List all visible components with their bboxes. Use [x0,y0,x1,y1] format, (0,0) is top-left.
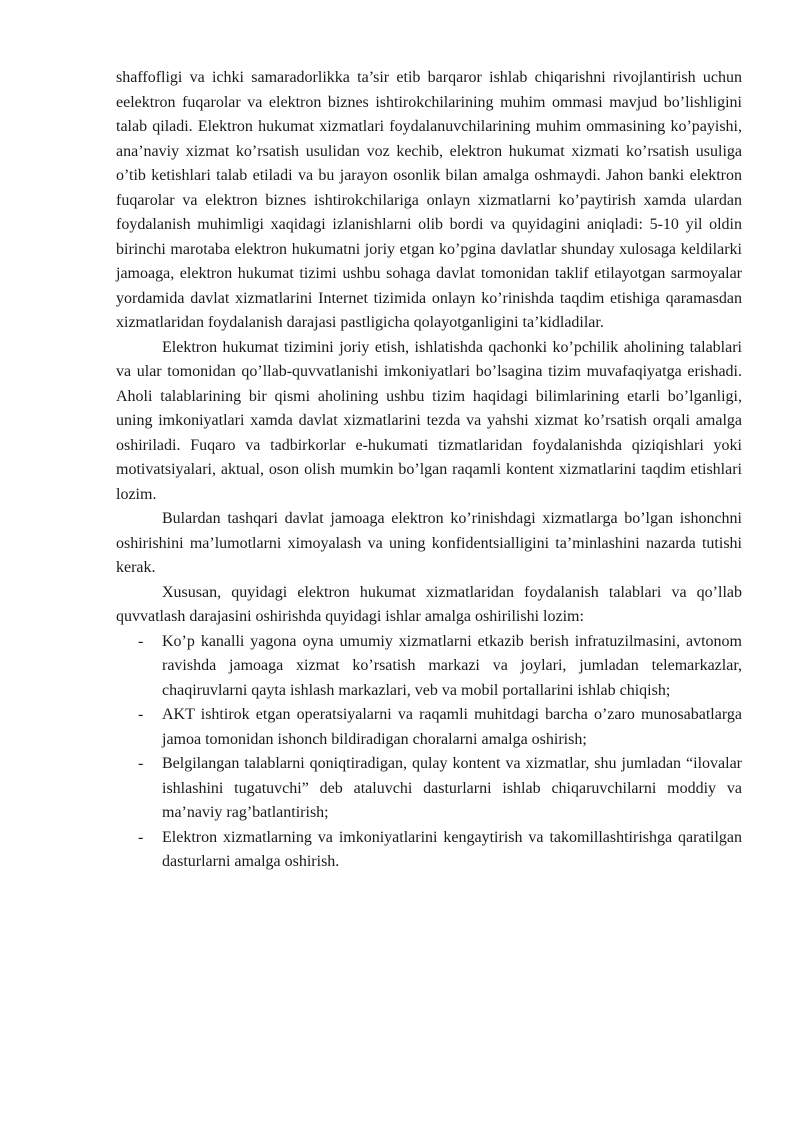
paragraph-continuation: shaffofligi va ichki samaradorlikka ta’sir etib barqaror ishlab chiqarishni rivojlantirish uchun eelektron fuqarolar va elektron biznes ishtirokchilarining muhim ommasi mavjud bo’lishligini talab qiladi. Elektron hukumat xizmatlari foydalanuvchilarining muhim ommasining ko’payishi, ana’naviy xizmat ko’rsatish usulidan voz kechib, elektron hukumat xizmati ko’rsatish usuliga o’tib ketishlari talab etiladi va bu jarayon osonlik bilan amalga oshmaydi. Jahon banki elektron fuqarolar va elektron biznes ishtirokchilariga onlayn xizmatlarni ko’paytirish xamda ulardan foydalanish muhimligi xaqidagi izlanishlarni olib bordi va quyidagini aniqladi: 5-10 yil oldin birinchi marotaba elektron hukumatni joriy etgan ko’pgina davlatlar shunday xulosaga keldilarki jamoaga, elektron hukumat tizimi ushbu sohaga davlat tomonidan taklif etilayotgan sarmoyalar yordamida davlat xizmatlarini Internet tizimida onlayn ko’rinishda taqdim etishiga qaramasdan xizmatlaridan foydalanish darajasi pastligicha qolayotganligini ta’kidladilar. [116,69,742,331]
list-dash: - [138,706,144,723]
list-item-text: Ko’p kanalli yagona oyna umumiy xizmatlarni etkazib berish infratuzilmasini, avtonom ravishda jamoaga xizmat ko’rsatish markazi va joylari, jumladan telemarkazlar, chaqiruvlarni qayta ishlash markazlari, veb va mobil portallarini ishlab chiqish; [162,632,742,699]
list-item [116,752,742,826]
paragraph-list-intro: Xususan, quyidagi elektron hukumat xizmatlaridan foydalanish talablari va qo’llab quvvatlash darajasini oshirishda quyidagi ishlar amalga oshirilishi lozim: [116,583,742,625]
list-item [116,703,742,752]
list-item-text: AKT ishtirok etgan operatsiyalarni va raqamli muhitdagi barcha o’zaro munosabatlarga jamoa tomonidan ishonch bildiradigan choralarni amalga oshirish; [162,706,742,748]
list-dash: - [138,632,144,650]
paragraph-trust: Bulardan tashqari davlat jamoaga elektron ko’rinishdagi xizmatlarga bo’lgan ishonchni oshirishini ma’lumotlarni ximoyalash va uning konfidentsialligini ta’minlashini nazarda tutishi kerak. [116,510,742,576]
paragraph-egovernment-requirements: Elektron hukumat tizimini joriy etish, ishlatishda qachonki ko’pchilik aholining talablari va ular tomonidan qo’llab-quvvatlanishi imkoniyatlari bo’lsagina tizim muvafaqiyatga erishadi. Aholi talablarining bir qismi aholining ushbu tizim haqidagi bilimlarining etarli bo’lganligi, uning imkoniyatlari xamda davlat xizmatlarini tezda va yahshi xizmat ko’rsatish orqali amalga oshiriladi. Fuqaro va tadbirkorlar e-hukumati tizmatlaridan foydalanishda qiziqishlari yoki motivatsiyalari, aktual, oson olish mumkin bo’lgan raqamli kontent xizmatlarini taqdim etishlari lozim. [116,338,742,503]
list-item-text: Belgilangan talablarni qoniqtiradigan, qulay kontent va xizmatlar, shu jumladan “ilovalar ishlashini tugatuvchi” deb ataluvchi dasturlarni ishlab chiqaruvchilarni moddiy va ma’naviy rag’batlantirish; [162,755,742,821]
list-item [116,630,742,704]
list-item [116,826,742,875]
document-page [116,66,742,875]
list-item-text: Elektron xizmatlarning va imkoniyatlarini kengaytirish va takomillashtirishga qaratilgan dasturlarni amalga oshirish. [162,828,742,870]
list-dash: - [138,755,144,772]
list-dash: - [138,828,144,846]
measures-list [116,630,742,875]
